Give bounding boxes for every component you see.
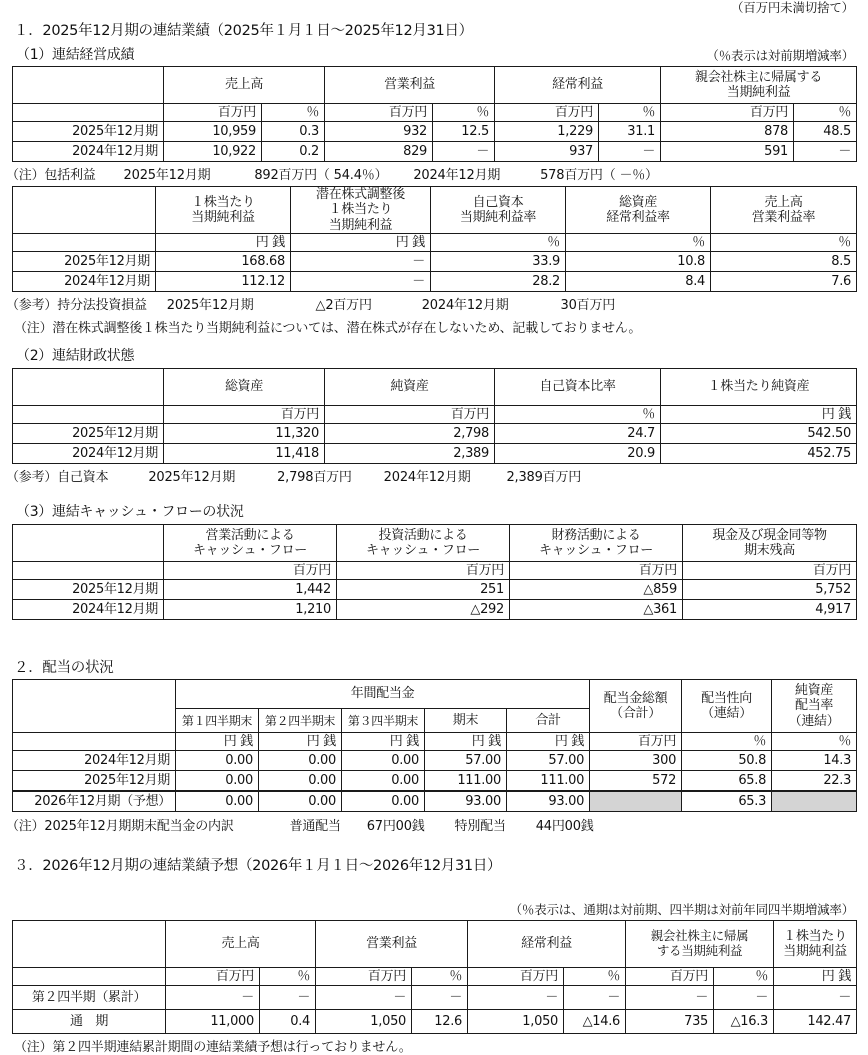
table6-row0-c5: － — [564, 986, 626, 1010]
table1-header-net-income-line2: 当期純利益 — [726, 85, 791, 100]
table4-row0-c0: 1,442 — [164, 580, 337, 600]
table4-unit-1: 百万円 — [337, 562, 510, 580]
table4-h1-l1: 投資活動による — [378, 527, 468, 543]
table4-row1-c2: △361 — [510, 600, 683, 620]
table2-header-opmargin — [711, 187, 857, 234]
diluted-eps-note: （注）潜在株式調整後１株当たり当期純利益については、潜在株式が存在しないため、記載しておりません。 — [14, 321, 642, 336]
table3-unit-blank — [13, 406, 164, 424]
table4-row1-c1: △292 — [337, 600, 510, 620]
table2-corner-cell — [13, 187, 156, 234]
table3-row1-c1: 2,389 — [325, 444, 495, 464]
table5-h8-l2: 配当率 — [795, 698, 834, 714]
table3-unit-3: 円 銭 — [661, 406, 857, 424]
table1-row0-c3: 12.5 — [433, 122, 495, 142]
comprehensive-income-note — [0, 164, 868, 183]
table2-unit-3: ％ — [566, 234, 711, 252]
table-row — [13, 771, 857, 792]
table5-subheader-yearend: 期末 — [425, 709, 507, 733]
table5-row0-c6: 50.8 — [682, 751, 772, 771]
table2-unit-2: ％ — [431, 234, 566, 252]
table5-row1-c0: 0.00 — [176, 771, 259, 792]
section1-sub4-title: （3）連結キャッシュ・フローの状況 — [16, 504, 244, 520]
table2-header-roe — [431, 187, 566, 234]
table5-h8-l1: 純資産 — [795, 683, 834, 698]
table6-row1-c6: 735 — [626, 1010, 714, 1034]
oc-note-p4: 2024年12月期 — [383, 470, 471, 485]
oc-note-p5: 2,389百万円 — [506, 470, 582, 485]
table5-row2-c7-shaded — [772, 791, 857, 812]
table4-row0-c3: 5,752 — [683, 580, 857, 600]
table5-row1-label: 2025年12月期 — [13, 771, 176, 792]
table3-header-net-assets: 純資産 — [325, 369, 495, 406]
table1-unit-2: 百万円 — [325, 104, 433, 122]
table2-header-roe-l1: 自己資本 — [472, 194, 524, 210]
table6-row1-c4: 1,050 — [468, 1010, 564, 1034]
table1-row1-c6: 591 — [661, 142, 794, 162]
table1-unit-6: 百万円 — [661, 104, 794, 122]
table2-header-eps-l2: 当期純利益 — [191, 210, 255, 225]
table5-row2-c3: 93.00 — [425, 791, 507, 812]
table6-unit-1: ％ — [260, 968, 316, 986]
table6-row0-label: 第２四半期（累計） — [13, 986, 166, 1010]
rounding-note: （百万円未満切捨て） — [730, 0, 854, 15]
table2-header-roa-l2: 経常利益率 — [606, 210, 670, 225]
table6-row1-label: 通 期 — [13, 1010, 166, 1034]
table1-header-net-income-line1: 親会社株主に帰属する — [695, 69, 823, 85]
table5-row2-c6: 65.3 — [682, 791, 772, 812]
oc-note-p2: 2025年12月期 — [148, 470, 236, 485]
table6-row1-c0: 11,000 — [166, 1010, 260, 1034]
table1-header-operating-income: 営業利益 — [325, 67, 495, 104]
table5-unit-5: 百万円 — [590, 733, 682, 751]
table5-row2-c4: 93.00 — [507, 791, 590, 812]
cashflow-table — [12, 524, 857, 620]
table5-unit-4: 円 銭 — [507, 733, 590, 751]
ci-note-p3: 892百万円（ 54.4％） — [254, 168, 388, 183]
table5-unit-7: ％ — [772, 733, 857, 751]
table2-unit-4: ％ — [711, 234, 857, 252]
table3-corner-cell — [13, 369, 164, 406]
table1-unit-3: ％ — [433, 104, 495, 122]
table1-row0-c6: 878 — [661, 122, 794, 142]
table4-h0-l1: 営業活動による — [205, 527, 295, 543]
table5-row1-c1: 0.00 — [259, 771, 342, 792]
table4-row0-c2: △859 — [510, 580, 683, 600]
equity-method-note — [0, 294, 868, 313]
table5-h7-l1: 配当性向 — [701, 690, 752, 706]
em-note-p1: （参考）持分法投資損益 — [6, 298, 147, 313]
table3-unit-1: 百万円 — [325, 406, 495, 424]
table5-h6-l2: （合計） — [610, 706, 661, 721]
db-note-p3: 67円00銭 — [366, 819, 425, 834]
section1-sub1-title: （1）連結経営成績 — [16, 47, 135, 63]
table5-unit-2: 円 銭 — [342, 733, 425, 751]
table5-row0-c0: 0.00 — [176, 751, 259, 771]
dividend-table — [12, 679, 857, 812]
table-row — [13, 791, 857, 812]
table6-header-ordinary-income: 経常利益 — [468, 921, 626, 968]
table1-row0-label: 2025年12月期 — [13, 122, 164, 142]
table5-row0-c2: 0.00 — [342, 751, 425, 771]
table6-row1-c8: 142.47 — [774, 1010, 857, 1034]
table5-unit-3: 円 銭 — [425, 733, 507, 751]
table2-row1-label: 2024年12月期 — [13, 272, 156, 292]
table3-header-total-assets: 総資産 — [164, 369, 325, 406]
table2-row0-c4: 8.5 — [711, 252, 857, 272]
table2-header-eps-l1: １株当たり — [191, 194, 255, 210]
section1-title: １．2025年12月期の連結業績（2025年１月１日～2025年12月31日） — [14, 23, 473, 39]
table2-row1-c2: 28.2 — [431, 272, 566, 292]
table6-unit-6: 百万円 — [626, 968, 714, 986]
table1-row1-c3: － — [433, 142, 495, 162]
table2-row0-c2: 33.9 — [431, 252, 566, 272]
table2-row1-c0: 112.12 — [156, 272, 291, 292]
table1-row1-c5: － — [599, 142, 661, 162]
table-row — [13, 751, 857, 771]
table5-row1-c2: 0.00 — [342, 771, 425, 792]
section2-title: ２．配当の状況 — [14, 660, 114, 676]
table3-row0-c2: 24.7 — [495, 424, 661, 444]
table1-row1-c2: 829 — [325, 142, 433, 162]
table2-header-eps — [156, 187, 291, 234]
table6-h3-l1: 親会社株主に帰属 — [650, 928, 749, 944]
table3-row1-c3: 452.75 — [661, 444, 857, 464]
table6-row0-c6: － — [626, 986, 714, 1010]
table4-unit-0: 百万円 — [164, 562, 337, 580]
table1-unit-1: ％ — [262, 104, 325, 122]
ci-note-p4: 2024年12月期 — [413, 168, 501, 183]
table6-h3-l2: する当期純利益 — [656, 943, 743, 958]
table2-row1-c1: － — [291, 272, 431, 292]
table2-row0-c1: － — [291, 252, 431, 272]
section3-title: ３．2026年12月期の連結業績予想（2026年１月１日～2026年12月31日） — [14, 858, 502, 874]
table5-unit-1: 円 銭 — [259, 733, 342, 751]
table5-row1-c6: 65.8 — [682, 771, 772, 792]
table-row — [13, 252, 857, 272]
table6-row0-c3: － — [412, 986, 468, 1010]
table-row — [13, 444, 857, 464]
table6-row0-c2: － — [316, 986, 412, 1010]
table5-subheader-q2: 第２四半期末 — [259, 709, 342, 733]
table2-header-roa-l1: 総資産 — [618, 194, 658, 210]
ci-note-p1: （注）包括利益 — [6, 168, 96, 183]
table2-unit-blank — [13, 234, 156, 252]
oc-note-p1: （参考）自己資本 — [6, 470, 109, 485]
table6-header-netsales: 売上高 — [166, 921, 316, 968]
table4-unit-3: 百万円 — [683, 562, 857, 580]
table5-h8-l3: （連結） — [788, 713, 840, 729]
em-note-p5: 30百万円 — [560, 298, 616, 313]
table2-header-opm-l2: 営業利益率 — [751, 210, 816, 225]
dividend-breakdown-note — [0, 815, 868, 834]
table5-row1-c7: 22.3 — [772, 771, 857, 792]
table5-row0-c5: 300 — [590, 751, 682, 771]
table6-unit-0: 百万円 — [166, 968, 260, 986]
table2-header-roa — [566, 187, 711, 234]
table6-row0-c8: － — [774, 986, 857, 1010]
table1-row1-c1: 0.2 — [262, 142, 325, 162]
table3-row1-c0: 11,418 — [164, 444, 325, 464]
table6-unit-3: ％ — [412, 968, 468, 986]
table1-row0-c7: 48.5 — [794, 122, 857, 142]
table4-row1-c0: 1,210 — [164, 600, 337, 620]
table2-row0-label: 2025年12月期 — [13, 252, 156, 272]
db-note-p5: 44円00銭 — [535, 819, 594, 834]
table4-h1-l2: キャッシュ・フロー — [365, 543, 481, 558]
table4-header-financing-cf — [510, 525, 683, 562]
em-note-p2: 2025年12月期 — [166, 298, 254, 313]
own-capital-note — [0, 466, 868, 485]
table6-row0-c7: － — [714, 986, 774, 1010]
financial-position-table — [12, 368, 857, 464]
table5-row1-c5: 572 — [590, 771, 682, 792]
table4-row0-label: 2025年12月期 — [13, 580, 164, 600]
table2-row0-c3: 10.8 — [566, 252, 711, 272]
table1-header-netsales: 売上高 — [164, 67, 325, 104]
em-note-p4: 2024年12月期 — [421, 298, 509, 313]
table5-row2-c1: 0.00 — [259, 791, 342, 812]
per-share-indicators-table — [12, 186, 857, 292]
table5-header-dividend-on-equity — [772, 680, 857, 733]
table2-header-roe-l2: 当期純利益率 — [459, 210, 537, 225]
table5-corner-cell — [13, 680, 176, 733]
em-note-p3: △2百万円 — [315, 298, 372, 313]
table6-h4-l1: １株当たり — [783, 928, 847, 944]
table4-corner-cell — [13, 525, 164, 562]
table5-header-annual-dividend: 年間配当金 — [176, 680, 590, 709]
forecast-note: （注）第２四半期連結累計期間の連結業績予想は行っておりません。 — [14, 1040, 412, 1055]
table5-row0-c3: 57.00 — [425, 751, 507, 771]
section1-sub3-title: （2）連結財政状態 — [16, 348, 135, 364]
table5-row2-label: 2026年12月期（予想） — [13, 791, 176, 812]
table5-subheader-total: 合計 — [507, 709, 590, 733]
consolidated-results-table — [12, 66, 857, 162]
table6-row0-c4: － — [468, 986, 564, 1010]
table1-row0-c4: 1,229 — [495, 122, 599, 142]
table4-row1-c3: 4,917 — [683, 600, 857, 620]
table2-unit-0: 円 銭 — [156, 234, 291, 252]
ci-note-p2: 2025年12月期 — [123, 168, 211, 183]
db-note-p2: 普通配当 — [289, 819, 341, 834]
table1-corner-cell — [13, 67, 164, 104]
section1-sub1-note: （％表示は対前期増減率） — [706, 48, 854, 63]
table4-row1-label: 2024年12月期 — [13, 600, 164, 620]
table2-header-deps-l1: 潜在株式調整後 — [316, 187, 405, 202]
table1-row1-c4: 937 — [495, 142, 599, 162]
table-row — [13, 986, 857, 1010]
table4-h2-l2: キャッシュ・フロー — [538, 543, 654, 558]
table6-row0-c0: － — [166, 986, 260, 1010]
table3-header-equity-ratio: 自己資本比率 — [495, 369, 661, 406]
table6-unit-4: 百万円 — [468, 968, 564, 986]
section3-note: （％表示は、通期は対前期、四半期は対前年同四半期増減率） — [509, 902, 854, 917]
table5-row0-c1: 0.00 — [259, 751, 342, 771]
table5-header-payout-ratio — [682, 680, 772, 733]
table6-header-net-income — [626, 921, 774, 968]
table6-row1-c2: 1,050 — [316, 1010, 412, 1034]
table4-h3-l2: 期末残高 — [744, 543, 795, 558]
table6-header-operating-income: 営業利益 — [316, 921, 468, 968]
table3-row0-c3: 542.50 — [661, 424, 857, 444]
table5-row0-c7: 14.3 — [772, 751, 857, 771]
table6-unit-5: ％ — [564, 968, 626, 986]
table-row — [13, 142, 857, 162]
table5-row2-c2: 0.00 — [342, 791, 425, 812]
table6-unit-2: 百万円 — [316, 968, 412, 986]
oc-note-p3: 2,798百万円 — [277, 470, 352, 485]
table2-header-diluted-eps — [291, 187, 431, 234]
table1-unit-7: ％ — [794, 104, 857, 122]
table6-h4-l2: 当期純利益 — [783, 944, 847, 959]
table1-row1-c0: 10,922 — [164, 142, 262, 162]
table5-h7-l2: （連結） — [701, 706, 752, 721]
forecast-table — [12, 920, 857, 1034]
table1-unit-4: 百万円 — [495, 104, 599, 122]
table2-row1-c4: 7.6 — [711, 272, 857, 292]
table5-row0-label: 2024年12月期 — [13, 751, 176, 771]
table2-unit-1: 円 銭 — [291, 234, 431, 252]
table-row — [13, 600, 857, 620]
table5-unit-6: ％ — [682, 733, 772, 751]
ci-note-p5: 578百万円（ －％） — [540, 168, 658, 183]
table6-corner-cell — [13, 921, 166, 968]
table3-row0-c0: 11,320 — [164, 424, 325, 444]
table5-row0-c4: 57.00 — [507, 751, 590, 771]
table5-row1-c3: 111.00 — [425, 771, 507, 792]
table4-h2-l1: 財務活動による — [551, 527, 641, 543]
table1-unit-0: 百万円 — [164, 104, 262, 122]
table5-unit-blank — [13, 733, 176, 751]
table3-header-bps: １株当たり純資産 — [661, 369, 857, 406]
table-row — [13, 1010, 857, 1034]
table6-unit-8: 円 銭 — [774, 968, 857, 986]
table6-header-eps — [774, 921, 857, 968]
table2-header-opm-l1: 売上高 — [764, 194, 803, 210]
table6-row1-c7: △16.3 — [714, 1010, 774, 1034]
table4-header-investing-cf — [337, 525, 510, 562]
table1-unit-blank — [13, 104, 164, 122]
db-note-p1: （注）2025年12月期期末配当金の内訳 — [6, 819, 234, 834]
table5-h6-l1: 配当金総額 — [603, 690, 668, 706]
table2-row1-c3: 8.4 — [566, 272, 711, 292]
table1-row0-c2: 932 — [325, 122, 433, 142]
table5-row2-c5-shaded — [590, 791, 682, 812]
db-note-p4: 特別配当 — [454, 819, 506, 834]
table-row — [13, 580, 857, 600]
table6-row0-c1: － — [260, 986, 316, 1010]
table1-unit-5: ％ — [599, 104, 661, 122]
table3-row1-label: 2024年12月期 — [13, 444, 164, 464]
table4-h0-l2: キャッシュ・フロー — [192, 543, 308, 558]
table6-unit-blank — [13, 968, 166, 986]
table1-row0-c1: 0.3 — [262, 122, 325, 142]
table2-row0-c0: 168.68 — [156, 252, 291, 272]
table1-row0-c0: 10,959 — [164, 122, 262, 142]
table-row — [13, 122, 857, 142]
table6-unit-7: ％ — [714, 968, 774, 986]
table3-row0-label: 2025年12月期 — [13, 424, 164, 444]
table6-row1-c5: △14.6 — [564, 1010, 626, 1034]
table3-unit-0: 百万円 — [164, 406, 325, 424]
table4-unit-blank — [13, 562, 164, 580]
table3-row0-c1: 2,798 — [325, 424, 495, 444]
table-row — [13, 424, 857, 444]
table3-unit-2: ％ — [495, 406, 661, 424]
table1-header-net-income — [661, 67, 857, 104]
table1-row1-c7: － — [794, 142, 857, 162]
table1-row0-c5: 31.1 — [599, 122, 661, 142]
table5-row1-c4: 111.00 — [507, 771, 590, 792]
table4-header-cash-end — [683, 525, 857, 562]
table1-header-ordinary-income: 経常利益 — [495, 67, 661, 104]
table5-row2-c0: 0.00 — [176, 791, 259, 812]
table4-h3-l1: 現金及び現金同等物 — [712, 527, 827, 543]
table5-subheader-q3: 第３四半期末 — [342, 709, 425, 733]
table4-row0-c1: 251 — [337, 580, 510, 600]
table5-unit-0: 円 銭 — [176, 733, 259, 751]
table3-row1-c2: 20.9 — [495, 444, 661, 464]
table5-header-total-dividends — [590, 680, 682, 733]
table4-header-operating-cf — [164, 525, 337, 562]
table-row — [13, 272, 857, 292]
table2-header-deps-l2: １株当たり — [328, 202, 393, 218]
table6-row1-c3: 12.6 — [412, 1010, 468, 1034]
table1-row1-label: 2024年12月期 — [13, 142, 164, 162]
table5-subheader-q1: 第１四半期末 — [176, 709, 259, 733]
table2-header-deps-l3: 当期純利益 — [328, 217, 393, 233]
table4-unit-2: 百万円 — [510, 562, 683, 580]
table6-row1-c1: 0.4 — [260, 1010, 316, 1034]
